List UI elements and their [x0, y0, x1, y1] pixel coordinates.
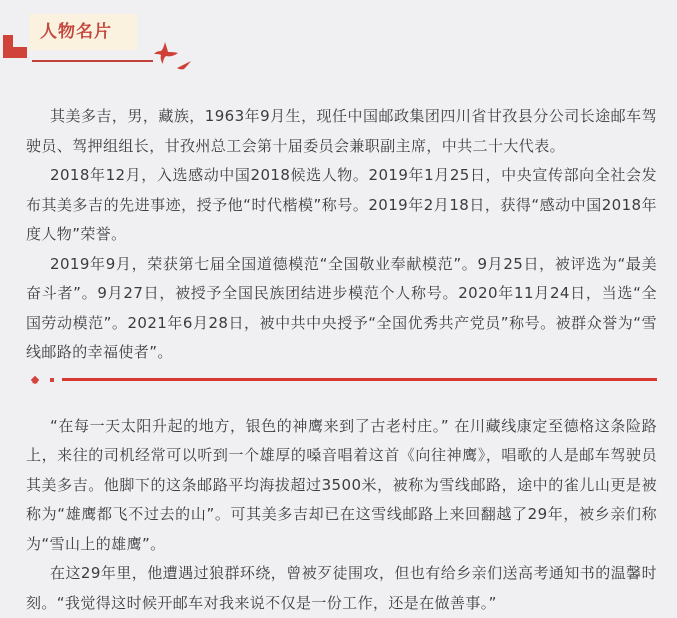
flying-bird-icon: [154, 42, 178, 64]
star-bullet-icon: [31, 375, 39, 383]
article-content: [26, 92, 657, 618]
profile-paragraph: 其美多吉，男，藏族，1963年9月生，现任中国邮政集团四川省甘孜县分公司长途邮车驾驶员、驾押组组长，甘孜州总工会第十届委员会兼职副主席，中共二十大代表。: [26, 102, 657, 161]
divider-line: [62, 378, 657, 381]
profile-paragraph: 2019年9月，荣获第七届全国道德模范“全国敬业奉献模范”。9月25日，被评选为“最美奋斗者”。9月27日，被授予全国民族团结进步模范个人称号。2020年11月24日，当选“全国劳动模范”。2021年6月28日，被中共中央授予“全国优秀共产党员”称号。被群众誉为“雪线邮路的幸福使者”。: [26, 250, 657, 368]
section-divider: [32, 376, 657, 384]
profile-section: [26, 102, 657, 368]
section-header: [0, 0, 677, 88]
profile-paragraph: 2018年12月，入选感动中国2018候选人物。2019年1月25日，中央宣传部向全社会发布其美多吉的先进事迹，授予他“时代楷模”称号。2019年2月18日，获得“感动中国2018年度人物”荣誉。: [26, 161, 657, 250]
story-paragraph: “在每一天太阳升起的地方，银色的神鹰来到了古老村庄。” 在川藏线康定至德格这条险路上，来往的司机经常可以听到一个雄厚的嗓音唱着这首《向往神鹰》，唱歌的人是邮车驾驶员其美多吉。他脚下的这条邮路平均海拔超过3500米，被称为雪线邮路，途中的雀儿山更是被称为“雄鹰都飞不过去的山”。可其美多吉却已在这雪线邮路上来回翻越了29年，被乡亲们称为“雪山上的雄鹰”。: [26, 412, 657, 560]
corner-bracket-icon: [3, 35, 27, 58]
story-paragraph: 在这29年里，他遭遇过狼群环绕，曾被歹徒围攻，但也有给乡亲们送高考通知书的温馨时刻。“我觉得这时候开邮车对我来说不仅是一份工作，还是在做善事。”: [26, 559, 657, 618]
dot-bullet-icon: [50, 378, 54, 382]
story-section: [26, 412, 657, 618]
section-title: 人物名片: [40, 24, 112, 41]
section-title-box: [29, 14, 137, 50]
title-underline: [32, 60, 153, 62]
flying-bird-small-icon: [177, 61, 191, 71]
